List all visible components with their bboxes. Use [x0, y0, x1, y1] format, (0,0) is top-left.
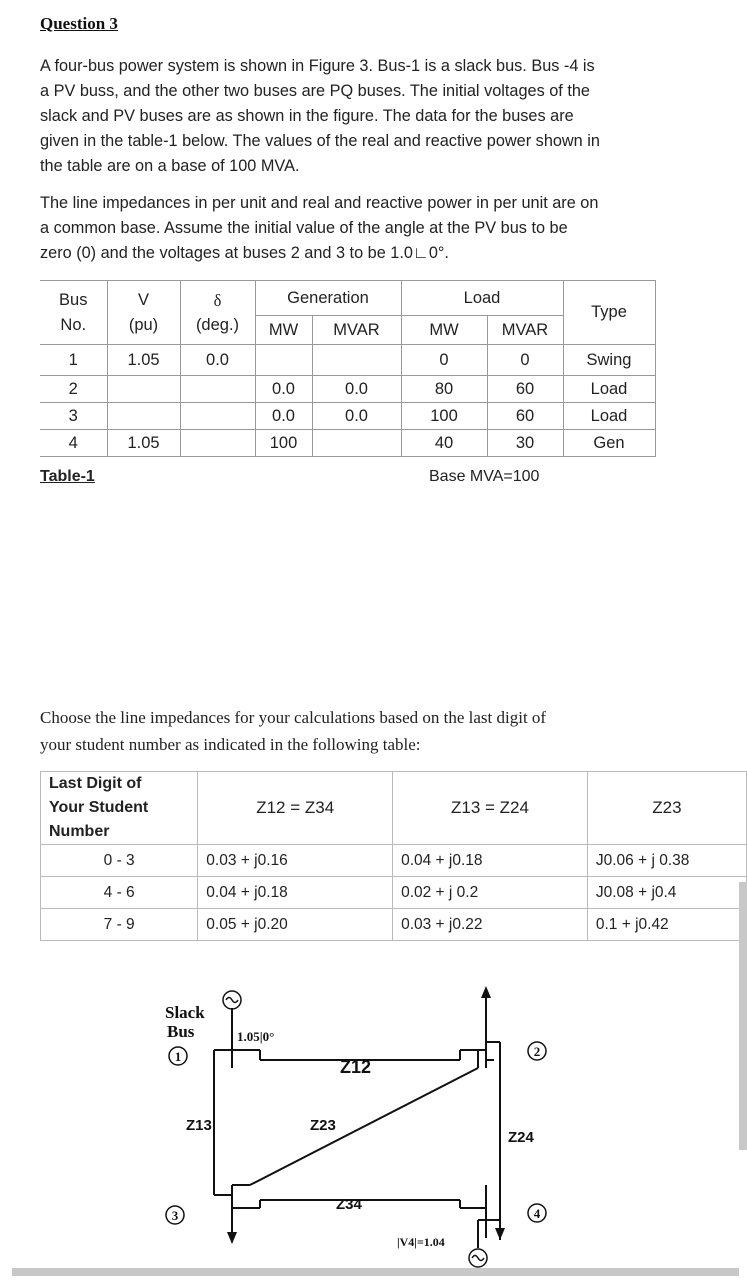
z12-cell: 0.04 + j0.18 [198, 877, 393, 909]
z23-cell: J0.06 + j 0.38 [587, 845, 746, 877]
assumption-line: a common base. Assume the initial value of the angle at the PV bus to be [40, 219, 568, 237]
load-mw-cell: 100 [401, 403, 487, 430]
z34-label: Z34 [336, 1196, 362, 1213]
angle-cell [180, 430, 255, 457]
assumption-line: The line impedances in per unit and real and reactive power in per unit are on [40, 194, 599, 212]
bus-no-cell: 4 [40, 430, 107, 457]
z13-z24-header: Z13 = Z24 [393, 772, 588, 845]
gen-mw-cell [255, 345, 312, 376]
generation-header: Generation [255, 281, 401, 316]
z12-z34-header: Z12 = Z34 [198, 772, 393, 845]
z13-cell: 0.03 + j0.22 [393, 909, 588, 941]
load-mw-cell: 0 [401, 345, 487, 376]
load-mvar-header: MVAR [487, 316, 563, 345]
load-mvar-cell: 0 [487, 345, 563, 376]
z13-cell: 0.04 + j0.18 [393, 845, 588, 877]
assumption-line: zero (0) and the voltages at buses 2 and 3 to be 1.0∟0°. [40, 244, 449, 262]
angle-cell: 0.0 [180, 345, 255, 376]
intro-line: slack and PV buses are as shown in the figure. The data for the buses are [40, 107, 574, 125]
instructions-paragraph [40, 704, 680, 758]
digit-range-cell: 7 - 9 [41, 909, 198, 941]
base-mva-note: Base MVA=100 [429, 468, 540, 485]
load-arrow [227, 1232, 237, 1244]
bus-number: 3 [171, 1208, 179, 1223]
z13-cell: 0.02 + j 0.2 [393, 877, 588, 909]
bus-no-cell: 1 [40, 345, 107, 376]
bus-1-voltage: 1.05|0° [237, 1029, 275, 1044]
angle-cell [180, 376, 255, 403]
intro-paragraph [40, 54, 660, 179]
voltage-header: V (pu) [107, 281, 180, 345]
four-bus-diagram [0, 980, 747, 1280]
angle-header: δ (deg.) [180, 281, 255, 345]
bus-header: Bus No. [40, 281, 107, 345]
load-mw-header: MW [401, 316, 487, 345]
z12-cell: 0.03 + j0.16 [198, 845, 393, 877]
impedance-row [41, 877, 747, 909]
question-heading: Question 3 [40, 14, 118, 33]
gen-mw-cell: 0.0 [255, 376, 312, 403]
digit-range-cell: 0 - 3 [41, 845, 198, 877]
bus-data-table [40, 280, 656, 457]
intro-line: the table are on a base of 100 MVA. [40, 157, 300, 175]
z23-cell: 0.1 + j0.42 [587, 909, 746, 941]
generator-1-wave [226, 998, 238, 1003]
voltage-cell [107, 376, 180, 403]
gen-mw-cell: 100 [255, 430, 312, 457]
type-cell: Swing [563, 345, 655, 376]
gen-mvar-cell [312, 430, 401, 457]
load-mvar-cell: 60 [487, 376, 563, 403]
load-mvar-cell: 60 [487, 403, 563, 430]
z12-label: Z12 [340, 1057, 372, 1077]
line-2-3 [250, 1068, 478, 1185]
load-header: Load [401, 281, 563, 316]
gen-mvar-cell: 0.0 [312, 376, 401, 403]
z23-header: Z23 [587, 772, 746, 845]
z13-label: Z13 [186, 1117, 212, 1134]
intro-line: a PV buss, and the other two buses are PQ buses. The initial voltages of the [40, 82, 590, 100]
bus-number: 2 [533, 1044, 541, 1059]
load-mvar-cell: 30 [487, 430, 563, 457]
z12-cell: 0.05 + j0.20 [198, 909, 393, 941]
gen-mvar-cell [312, 345, 401, 376]
bus-number: 1 [174, 1049, 182, 1064]
bus-number: 4 [533, 1206, 541, 1221]
type-cell: Gen [563, 430, 655, 457]
gen-mw-cell: 0.0 [255, 403, 312, 430]
bus-row [40, 376, 655, 403]
generator-4-wave [472, 1256, 484, 1261]
impedance-row [41, 845, 747, 877]
gen-mw-header: MW [255, 316, 312, 345]
load-mw-cell: 40 [401, 430, 487, 457]
bus-no-cell: 2 [40, 376, 107, 403]
intro-line: A four-bus power system is shown in Figure 3. Bus-1 is a slack bus. Bus -4 is [40, 57, 595, 75]
vertical-scrollbar[interactable] [739, 882, 747, 1150]
digit-range-cell: 4 - 6 [41, 877, 198, 909]
voltage-cell: 1.05 [107, 345, 180, 376]
load-arrow [495, 1228, 505, 1240]
type-header: Type [563, 281, 655, 345]
impedance-row [41, 909, 747, 941]
impedance-table [40, 771, 747, 941]
z23-label: Z23 [310, 1117, 336, 1134]
instructions-line: Choose the line impedances for your calculations based on the last digit of [40, 708, 547, 727]
bus-4-voltage: |V4|=1.04 [397, 1235, 445, 1249]
bus-no-cell: 3 [40, 403, 107, 430]
type-cell: Load [563, 376, 655, 403]
z23-cell: J0.08 + j0.4 [587, 877, 746, 909]
bus-row [40, 430, 655, 457]
load-mw-cell: 80 [401, 376, 487, 403]
bus-row [40, 403, 655, 430]
slack-label: Slack [165, 1003, 205, 1022]
load-arrow [481, 986, 491, 998]
gen-mvar-header: MVAR [312, 316, 401, 345]
voltage-cell [107, 403, 180, 430]
bus-row [40, 345, 655, 376]
type-cell: Load [563, 403, 655, 430]
horizontal-scrollbar[interactable] [12, 1268, 739, 1276]
bus-label: Bus [167, 1022, 195, 1041]
z24-label: Z24 [508, 1129, 534, 1146]
last-digit-header: Last Digit of Your Student Number [41, 772, 198, 845]
gen-mvar-cell: 0.0 [312, 403, 401, 430]
intro-line: given in the table-1 below. The values of the real and reactive power shown in [40, 132, 600, 150]
assumption-paragraph [40, 191, 660, 266]
angle-cell [180, 403, 255, 430]
table-label: Table-1 [40, 468, 95, 485]
instructions-line: your student number as indicated in the following table: [40, 735, 421, 754]
voltage-cell: 1.05 [107, 430, 180, 457]
